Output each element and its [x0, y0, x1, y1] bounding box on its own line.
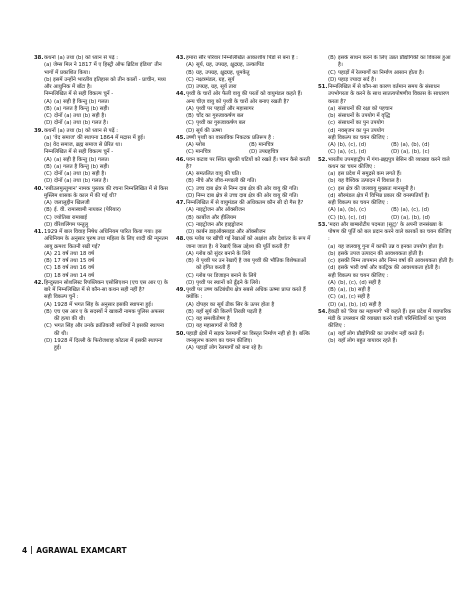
option-label: (C)	[328, 294, 336, 301]
question-text: हमारा सौर परिवार निम्नलिखित आकाशीय पिंडों से बना है :	[186, 55, 298, 61]
option-label: (A)	[44, 200, 52, 206]
answer-option	[34, 302, 170, 309]
option-label: (C)	[186, 76, 194, 83]
answer-option	[176, 207, 312, 214]
answer-option	[318, 244, 454, 251]
option-text: इसकी निम्न तापमान और निम्न वर्षा की आवश्यकता होती है।	[338, 258, 454, 264]
answer-option	[318, 302, 454, 309]
statement: (b) इसमें उन्होंने भारतीय इतिहास को तीन कालों - प्राचीन, मध्य और आधुनिक में बाँटा है।	[44, 76, 166, 90]
question-text: 1929 में बाल विवाह निषेध अधिनियम पारित किया गया। इस अधिनियम के अनुसार पुरुष तथा महिला के लिए शादी की न्यूनतम आयु क्रमशः कितनी रखी गई?	[44, 229, 168, 250]
option-label: (A)	[186, 105, 194, 112]
answer-option: (B) (a), (c), (d)	[391, 207, 430, 214]
question	[318, 309, 454, 331]
option-label: (B)	[44, 163, 52, 170]
option-text: यहाँ सूर्य की किरणें तिरछी पड़ती है	[196, 308, 262, 315]
column-middle	[176, 55, 312, 535]
answer-option: (A) (a), (b), (c)	[328, 207, 367, 214]
question-number: 43.	[176, 55, 186, 61]
option-label: (D)	[44, 120, 53, 127]
option-label: (A)	[186, 62, 194, 69]
answer-option	[176, 280, 312, 287]
answer-option	[34, 222, 170, 229]
option-text: (b), (c), (d) सही है	[338, 279, 381, 286]
option-text: (a) गलत है किन्तु (b) सही।	[54, 105, 110, 112]
answer-option	[176, 309, 312, 316]
option-label: (D)	[44, 221, 53, 228]
question-text: हैकड़ी को 'रिया का महामार्ग' भी कहते हैं। इस प्रदेश में व्यापारिक मंडी के उपस्थान की व्याख्या करने वाली परिस्थितियों का चुनाव कीजिए :	[328, 308, 452, 330]
question-number: 41.	[34, 229, 44, 235]
question-text: पहाड़ी क्षेत्रों में सड़क रेलमार्गों का विस्तृत निर्माण नहीं हो है। बल्कि जनसुलभ कारण का चयन कीजिए।	[186, 330, 310, 344]
answer-option: (D) उपग्रहचित्र	[249, 149, 279, 156]
answer-option	[176, 251, 312, 258]
question-number: 49.	[176, 287, 186, 293]
option-label: (D)	[44, 337, 53, 344]
option-text: नक्षत्रमंडल, ग्रह, सूर्य	[196, 76, 235, 83]
question-text: उष्णी पृथ्वी का वास्तविक निकटक प्रतिरूप है :	[186, 134, 275, 141]
option-label: (A)	[186, 171, 194, 177]
option-text: 18 वर्ष तथा 14 वर्ष	[54, 272, 95, 279]
answer-option: (C) (a), (c), (d)	[328, 149, 367, 156]
answer-option	[318, 128, 454, 135]
option-text: संसाधनों का पुन उपयोग	[338, 120, 384, 127]
option-label: (B)	[44, 207, 52, 214]
instruction-text: सही विकल्प का चयन कीजिए :	[328, 134, 389, 141]
option-label: (D)	[186, 84, 195, 90]
option-label: (a)	[328, 171, 336, 177]
option-text: यहाँ लोग प्रौद्योगिकी का उपयोग नहीं करते हैं।	[338, 330, 424, 337]
option-label: (c)	[328, 185, 336, 192]
page-footer	[22, 545, 453, 555]
answer-option	[176, 120, 312, 127]
option-label: (D)	[328, 301, 337, 308]
column-left	[34, 55, 170, 535]
option-text: (a), (c) सही है	[338, 294, 370, 301]
answer-option	[176, 106, 312, 113]
option-text: ये पृथ्वी पर उन रेखाएँ है जब पृथ्वी की भौतिक विशेषताओं को इंगित करती हैं	[196, 258, 307, 272]
option-text: दोनों (a) तथा (b) सही है।	[54, 171, 107, 177]
option-label: (C)	[186, 316, 194, 322]
option-text: पहाड़ों में रेलमार्गों का निर्माण आसान होता है।	[338, 69, 424, 76]
option-text: दोनों (a) तथा (b) गलत है।	[54, 120, 108, 127]
question-text: 'मदरा और बाम्बरोटीय पदमता (सूट्)' के अपनी जनसंख्या के पोषण की पूर्ति को बल प्रदान करने वाले कारकों का चयन कीजिए :	[328, 221, 452, 243]
question	[176, 157, 312, 172]
option-text: नाइट्रोजन और हाइड्रोजन	[196, 221, 243, 228]
option-label: (C)	[186, 185, 194, 192]
option-text: समतलित वायु की घति।	[196, 171, 242, 177]
option-text: इस प्रदेश में समुद्रसे कम लगते हैं।	[338, 171, 402, 177]
question-text: कथनों (a) तथा (b) को ध्यान से पढ़ें :	[44, 55, 119, 61]
option-text: वीरेशलिंगम पन्तुलु	[54, 221, 89, 228]
answer-option	[176, 186, 312, 193]
question-text: पृथ्वी के चारों ओर फैली वायु की परतों को वायुमंडल कहते हैं। अन्य चीज़ वायु को पृथ्वी के चारों ओर बनाए रखती है?	[186, 91, 303, 105]
answer-option	[34, 265, 170, 272]
option-label: (D)	[186, 279, 195, 286]
option-text: पृथ्वी पर पहाड़ों और महासागर	[196, 105, 254, 112]
option-label: (B)	[186, 258, 194, 264]
answer-option: (C) मानचित्र	[186, 149, 211, 156]
answer-option	[318, 77, 454, 84]
option-text: संसाधनों की रक्षा को पहचान	[338, 105, 393, 112]
answer-option	[176, 323, 312, 330]
option-text: नीचे और जीव-मण्डली की गति।	[196, 178, 257, 185]
question	[34, 229, 170, 251]
option-text: ज्योतिबा रामाबाई	[54, 214, 88, 221]
option-text: निम्न दाब क्षेत्र से उच्च दाब क्षेत्र की ओर वायु की गति।	[196, 192, 299, 199]
option-text: 1928 में दिल्ली के फिरोजशाह कोटला में इसकी स्थापना हुई।	[54, 337, 163, 351]
option-text: पहाड़ ज्यादा सर्द है।	[338, 76, 376, 83]
answer-option	[176, 345, 312, 352]
question-number: 47.	[176, 200, 186, 206]
option-label: (A)	[186, 207, 194, 214]
option-text: उपग्रह, ग्रह, सूर्य तारा	[196, 84, 237, 90]
instruction-text: सही विकल्प का चयन कीजिए :	[328, 272, 389, 279]
question	[34, 128, 170, 135]
answer-option	[176, 222, 312, 229]
option-label: (c)	[328, 258, 336, 264]
column-right	[318, 55, 454, 535]
statement: (b) वेद समाज, ब्रह्म समाज से प्रेरित था।	[44, 142, 123, 148]
option-label: (b)	[328, 250, 336, 257]
option-label: (D)	[186, 127, 195, 134]
answer-option	[34, 106, 170, 113]
option-label: (A)	[44, 98, 52, 105]
page-number: 4	[22, 545, 28, 555]
answer-option	[318, 70, 454, 77]
option-text: नाइट्रोजन और ऑक्सीजन	[196, 207, 245, 214]
answer-option	[318, 178, 454, 185]
question-number: 52.	[318, 156, 328, 163]
option-text: दोनों (a) तथा (b) गलत है।	[54, 178, 108, 185]
question	[176, 236, 312, 251]
answer-option: (A) (b), (c), (d)	[328, 142, 367, 148]
option-label: (B)	[44, 308, 52, 315]
option-label: (A)	[186, 250, 194, 257]
answer-option	[318, 331, 454, 338]
option-label: (B)	[44, 258, 52, 264]
answer-option	[34, 164, 170, 171]
question-number: 42.	[34, 279, 44, 286]
option-label: (A)	[44, 156, 52, 163]
instruction-text: सही विकल्प चुनें :	[44, 294, 79, 301]
answer-option	[34, 323, 170, 338]
option-label: (D)	[44, 178, 53, 185]
answer-option	[318, 338, 454, 345]
publisher-brand: AGRAWAL EXAMCART	[36, 545, 127, 555]
question-text: पृथ्वी पर उष्ण कटिबंधीय क्षेत्र सबसे अधिक ऊष्मा प्राप्त करते हैं क्योंकि :	[186, 287, 306, 301]
option-label: (B)	[186, 308, 194, 315]
answer-option	[318, 193, 454, 200]
option-text: यह समशीतोष्ण है	[196, 316, 230, 322]
question-number: 46.	[176, 156, 186, 163]
answer-option: (D) (a), (b), (d)	[391, 214, 430, 221]
question-text: एक ग्लोब पर खींची गई रेखाओं को अक्षांश और देशांतर के रूप में जाना जाता है। ये रेखाएँ किस उद्देश्य की पूर्ति करती हैं?	[186, 236, 311, 250]
answer-option	[34, 178, 170, 185]
option-grid	[176, 142, 312, 157]
option-label: (A)	[328, 279, 336, 286]
option-label: (B)	[186, 113, 194, 119]
option-grid	[318, 207, 454, 222]
option-text: इस क्षेत्र की जलवायु मुख्यतः मानसूनी है।	[338, 185, 415, 192]
answer-option	[34, 120, 170, 127]
option-text: इसके उपज उत्पादन की आवश्यकता होती है।	[338, 250, 424, 257]
option-text: सूर्य की ऊष्मा	[196, 127, 222, 134]
option-label: (C)	[44, 265, 52, 272]
instruction-text: निम्नलिखित में से सही विकल्प चुनें -	[44, 91, 114, 98]
option-text: (a) सही है किन्तु (b) गलत।	[54, 98, 110, 105]
question	[34, 280, 170, 295]
option-label: (C)	[44, 214, 52, 221]
option-label: (A)	[44, 250, 52, 257]
answer-option	[176, 62, 312, 69]
option-label: (c)	[328, 120, 336, 127]
option-text: सौरमंडल क्षेत्र में विभिन्न प्रकार की वनस्पतियाँ है।	[338, 192, 430, 199]
question-text: हिन्दुस्तान सोशलिस्ट रिपब्लिकन एसोसिएशन (एच एस आर ए) के बारे में निम्नलिखित में से कौन-सा कथन सही नहीं है?	[44, 279, 168, 293]
question-text: निम्नलिखित में से कौन-सा कारण वर्तमान समय के संसाधन उपभोगरता के करने के साथ सातत्यपोषणीय विकास के साधारण करता है?	[328, 84, 449, 105]
option-label: (B)	[328, 287, 336, 293]
option-label: (C)	[328, 69, 336, 76]
option-label: (C)	[44, 113, 52, 119]
option-label: (B)	[328, 55, 336, 61]
question-text: पवन कटाव पर स्थित खुश्की घटियों को रखते हैं। पवन कैसे करती है?	[186, 156, 311, 170]
option-text: 17 वर्ष तथा 15 वर्ष	[54, 258, 95, 264]
question-number: 38.	[34, 55, 44, 61]
option-label: (D)	[44, 272, 53, 279]
answer-option	[318, 251, 454, 258]
question-number: 53.	[318, 221, 328, 228]
option-label: (C)	[44, 171, 52, 177]
answer-option: (C) (b), (c), (d)	[328, 214, 367, 221]
answer-option	[318, 294, 454, 301]
answer-option	[34, 273, 170, 280]
option-text: (a) गलत है किन्तु (b) सही।	[54, 163, 110, 170]
question-number: 54.	[318, 308, 328, 315]
question	[176, 135, 312, 142]
question	[318, 157, 454, 172]
option-label: (D)	[186, 229, 195, 235]
answer-option	[176, 273, 312, 280]
answer-option	[176, 178, 312, 185]
answer-option	[176, 258, 312, 273]
option-label: (B)	[44, 105, 52, 112]
footer-divider	[31, 546, 32, 554]
answer-option	[318, 186, 454, 193]
option-text: जलालुद्दीन खिलजी	[54, 200, 90, 206]
option-label: (B)	[186, 178, 194, 185]
option-text: पृथ्वी का गुरुत्वाकर्षण बल	[196, 120, 246, 127]
answer-option	[176, 193, 312, 200]
option-label: (D)	[186, 323, 195, 330]
question-number: 44.	[176, 91, 186, 98]
question	[318, 222, 454, 244]
answer-option: (A) ग्लोब	[186, 142, 205, 148]
question-text: कथनों (a) तथा (b) को ध्यान से पढ़ें :	[44, 127, 119, 134]
answer-option	[34, 157, 170, 164]
option-text: कार्बोज और हीलियम	[196, 214, 237, 221]
option-text: 18 वर्ष तथा 16 वर्ष	[54, 265, 95, 272]
option-label: (d)	[328, 265, 336, 272]
question	[176, 91, 312, 106]
option-text: यहाँ लोग बहुत यायावर रहते हैं।	[338, 337, 398, 344]
answer-option: (B) मानचित्र	[249, 142, 274, 148]
option-label: (A)	[44, 301, 52, 308]
option-text: उच्च दाब क्षेत्र से निम्न दाब क्षेत्र की ओर वायु की गति।	[196, 185, 299, 192]
option-text: यह जलवायु गुना में काफी उन्न व इनका उपयोग होता है।	[338, 243, 444, 250]
question-text: 'रुबीउलमुल्तुमान' नामक पुस्तक की रचना निम्नलिखित में से किस मुस्लिम शासक के काल में की गई थी?	[44, 185, 168, 199]
option-text: (a), (b), (d) सही है	[338, 301, 382, 308]
answer-option	[34, 207, 170, 214]
instruction-text: निम्नलिखित में से सही विकल्प चुनें -	[44, 149, 114, 156]
answer-option: (D) (a), (b), (c)	[391, 149, 430, 156]
question-number: 45.	[176, 134, 186, 141]
option-label: (C)	[186, 272, 194, 279]
option-label: (A)	[186, 345, 194, 351]
option-grid	[318, 142, 454, 157]
statement: (a) जेम्स मिल ने 1817 में ए हिस्ट्री ऑफ ब्रिटिश इंडिया' तीन भागों में प्रकाशित किया।	[44, 62, 162, 76]
option-label: (C)	[186, 221, 194, 228]
option-label: (A)	[186, 301, 194, 308]
option-text: इसके साधन करने के लिए उन्नत प्रौद्योगिकी का विकास हुआ है।	[338, 55, 451, 69]
option-label: (a)	[328, 243, 336, 250]
option-label: (d)	[328, 192, 336, 199]
answer-option	[176, 302, 312, 309]
option-label: (b)	[328, 113, 336, 119]
option-text: पृथ्वी पर स्थानों को ढूँढ़ने के लिये।	[196, 279, 261, 286]
question	[176, 287, 312, 302]
option-label: (B)	[186, 214, 194, 221]
option-text: ग्लोब पर डिजाइन बनाने के लिये	[196, 272, 257, 279]
answer-option: (B) (a), (b), (d)	[391, 142, 430, 148]
option-text: 1928 में भगत सिंह के अनुसार इसकी स्थापना हुई।	[54, 301, 153, 308]
option-text: ई. वी. रामास्वामी नायकर (पेरियार)	[54, 207, 121, 214]
question-number: 40.	[34, 185, 44, 192]
instruction-text: सही विकल्प का चयन कीजिए :	[328, 200, 389, 206]
answer-option	[318, 106, 454, 113]
option-text: (a), (b) सही है	[338, 287, 371, 293]
option-label: (C)	[44, 323, 52, 330]
option-text: दोपहर का सूर्य ठीक सिर के ऊपर होता है	[196, 301, 275, 308]
option-text: ग्लोब को सुंदर बनाने के लिये	[196, 250, 251, 257]
option-label: (B)	[186, 69, 194, 76]
answer-option	[318, 280, 454, 287]
option-label: (b)	[328, 337, 336, 344]
option-text: ग्रह, उपग्रह, क्षुद्रग्रह, धूमकेतु	[196, 69, 250, 76]
question-text: भारतीय उपमहाद्वीप में गंगा-ब्रह्मपुत्र बेसिन की व्याख्या करने वाले कथन का चयन कीजिए :	[328, 156, 450, 170]
option-text: भगत सिंह और उनके क्रांतिकारी साथियों ने इसकी स्थापना की थी।	[54, 323, 165, 337]
option-text: संसाधनों के उपयोग में वृद्धि	[338, 113, 390, 119]
option-text: पहाड़ों लोग रेलमार्गों को बना रहे है।	[196, 345, 263, 351]
answer-option	[318, 265, 454, 272]
option-text: (a) सही है किन्तु (b) गलत।	[54, 156, 110, 163]
question	[176, 331, 312, 346]
question-text: निम्नलिखित में से वायुमंडल की अधिकतम कौन सी दो गैस है?	[186, 200, 304, 206]
option-text: सूर्य, ग्रह, उपग्रह, क्षुद्रग्रह, उल्कापिंड	[196, 62, 264, 69]
option-label: (b)	[328, 178, 336, 185]
question-number: 51.	[318, 84, 328, 90]
option-text: नवसृजन का पुन उपयोग	[338, 127, 385, 134]
option-text: एच एस आर ए के सदस्यों ने खाकरी नामक पुलिस अफसर की हत्या की थी।	[54, 308, 165, 322]
answer-option	[176, 70, 312, 77]
option-label: (a)	[328, 105, 336, 112]
statement: (a) 'वेद समाज' की स्थापना 1864 में मद्रास में हुई।	[44, 134, 145, 141]
option-text: 21 वर्ष तथा 18 वर्ष	[54, 250, 95, 257]
option-label: (d)	[328, 127, 336, 134]
option-text: इसके भारी वर्षा और काट्रिक की आवश्यकता होती है।	[338, 265, 440, 272]
question-number: 39.	[34, 127, 44, 134]
option-label: (a)	[328, 330, 336, 337]
option-text: यह महासागरों से घिरी है	[196, 323, 242, 330]
answer-option	[176, 215, 312, 222]
question-number: 50.	[176, 330, 186, 337]
option-text: दोनों (a) तथा (b) सही है।	[54, 113, 107, 119]
option-text: कार्बन डाइऑक्साइड और ऑक्सीजन	[196, 229, 266, 235]
answer-option	[176, 128, 312, 135]
question	[318, 84, 454, 106]
question	[34, 186, 170, 201]
answer-option	[34, 251, 170, 258]
answer-option	[34, 338, 170, 353]
answer-option	[176, 77, 312, 84]
option-text: यह वैश्विक उत्पादन में विशाल है।	[338, 178, 402, 185]
answer-option	[34, 309, 170, 324]
answer-option	[34, 215, 170, 222]
option-label: (D)	[186, 192, 195, 199]
answer-option	[318, 55, 454, 70]
answer-option	[318, 120, 454, 127]
answer-option	[34, 99, 170, 106]
option-text: चाँद का गुरुत्वाकर्षण बल	[196, 113, 244, 119]
option-label: (C)	[186, 120, 194, 127]
option-label: (D)	[328, 76, 337, 83]
question-number: 48.	[176, 236, 186, 243]
